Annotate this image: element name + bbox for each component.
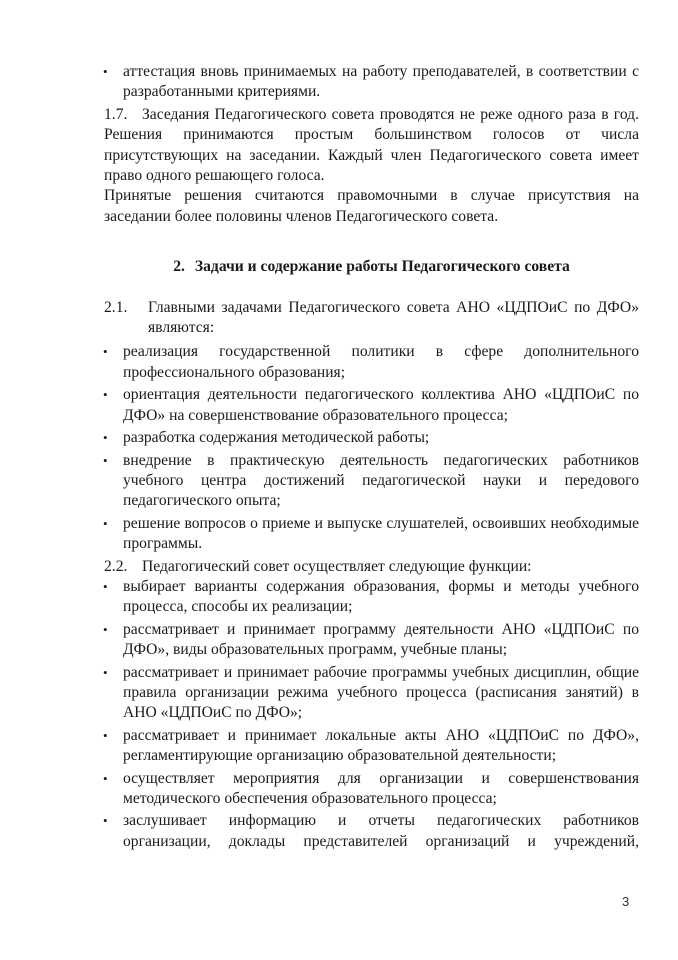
list-item xyxy=(104,577,639,618)
list-item-text: аттестация вновь принимаемых на работу преподавателей, в соответствии с разработанными критериями. xyxy=(123,63,639,101)
list-item xyxy=(104,663,639,724)
list-item-text: решение вопросов о приеме и выпуске слушателей, освоивших необходимые программы. xyxy=(123,514,639,553)
list-item xyxy=(104,385,639,426)
bullet-icon: • xyxy=(103,727,108,743)
list-item xyxy=(104,428,639,448)
list-item-text: разработка содержания методической работы; xyxy=(123,429,430,447)
page-content xyxy=(104,62,639,854)
clause-2-1 xyxy=(104,298,639,339)
list-item-text: выбирает варианты содержания образования, формы и методы учебного процесса, способы их реализации; xyxy=(123,577,639,616)
list-item xyxy=(104,62,639,103)
clause-2-2 xyxy=(104,557,639,577)
list-item-text: осуществляет мероприятия для организации и совершенствования методического обеспечения образовательного процесса; xyxy=(123,769,639,807)
list-item-text: заслушивает информацию и отчеты педагогических работников организации, доклады представителей организаций и учреждений, xyxy=(123,812,639,850)
clause-text: Заседания Педагогического совета проводятся не реже одного раза в год. Решения принимаются простым большинством голосов от числа присутствующих на заседании. Каждый член Педагогического совета имеет право одного решающего голоса. xyxy=(104,105,639,185)
list-item-text: рассматривает и принимает программу деятельности АНО «ЦДПОиС по ДФО», виды образовательных программ, учебные планы; xyxy=(123,620,639,659)
quorum-paragraph: Принятые решения считаются правомочными в случае присутствия на заседании более половины членов Педагогического совета. xyxy=(104,187,639,225)
list-item-text: внедрение в практическую деятельность педагогических работников учебного центра достижений педагогической науки и передового педагогического опыта; xyxy=(123,451,639,510)
list-item xyxy=(104,342,639,383)
clause-number: 2.2. xyxy=(104,557,128,575)
bullet-icon: • xyxy=(103,64,108,79)
bullet-icon: • xyxy=(103,621,108,637)
bullet-icon: • xyxy=(103,430,108,446)
bullet-icon: • xyxy=(103,452,108,468)
list-item-text: ориентация деятельности педагогического коллектива АНО «ЦДПОиС по ДФО» на совершенствование образовательного процесса; xyxy=(123,386,639,424)
page-number: 3 xyxy=(622,894,630,909)
list-item-text: рассматривает и принимает рабочие программы учебных дисциплин, общие правила организации режима учебного процесса (расписания занятий) в АНО «ЦДПОиС по ДФО»; xyxy=(123,663,639,722)
clause-number: 2.1. xyxy=(104,298,128,316)
bullet-icon: • xyxy=(103,813,108,829)
list-item-text: рассматривает и принимает локальные акты АНО «ЦДПОиС по ДФО», регламентирующие организацию образовательной деятельности; xyxy=(123,726,639,765)
bullet-icon: • xyxy=(103,770,108,786)
section-title: Задачи и содержание работы Педагогического совета xyxy=(194,258,570,276)
functions-list xyxy=(104,577,639,852)
list-item xyxy=(104,620,639,661)
list-item xyxy=(104,769,639,810)
list-item xyxy=(104,811,639,852)
bullet-icon: • xyxy=(103,578,108,594)
list-item xyxy=(104,514,639,555)
clause-1-7 xyxy=(104,105,639,187)
bullet-icon: • xyxy=(103,344,108,360)
bullet-icon: • xyxy=(103,387,108,403)
clause-text: Педагогический совет осуществляет следующие функции: xyxy=(142,557,532,575)
clause-text: Главными задачами Педагогического совета АНО «ЦДПОиС по ДФО» являются: xyxy=(148,298,639,337)
list-item-text: реализация государственной политики в сфере дополнительного профессионального образования; xyxy=(123,343,639,381)
tasks-list xyxy=(104,342,639,554)
list-item xyxy=(104,726,639,767)
clause-number: 1.7. xyxy=(104,105,128,123)
list-item xyxy=(104,451,639,512)
section-heading xyxy=(104,257,639,277)
section-number: 2. xyxy=(173,258,185,276)
bullet-icon: • xyxy=(103,515,108,531)
bullet-icon: • xyxy=(103,664,108,680)
